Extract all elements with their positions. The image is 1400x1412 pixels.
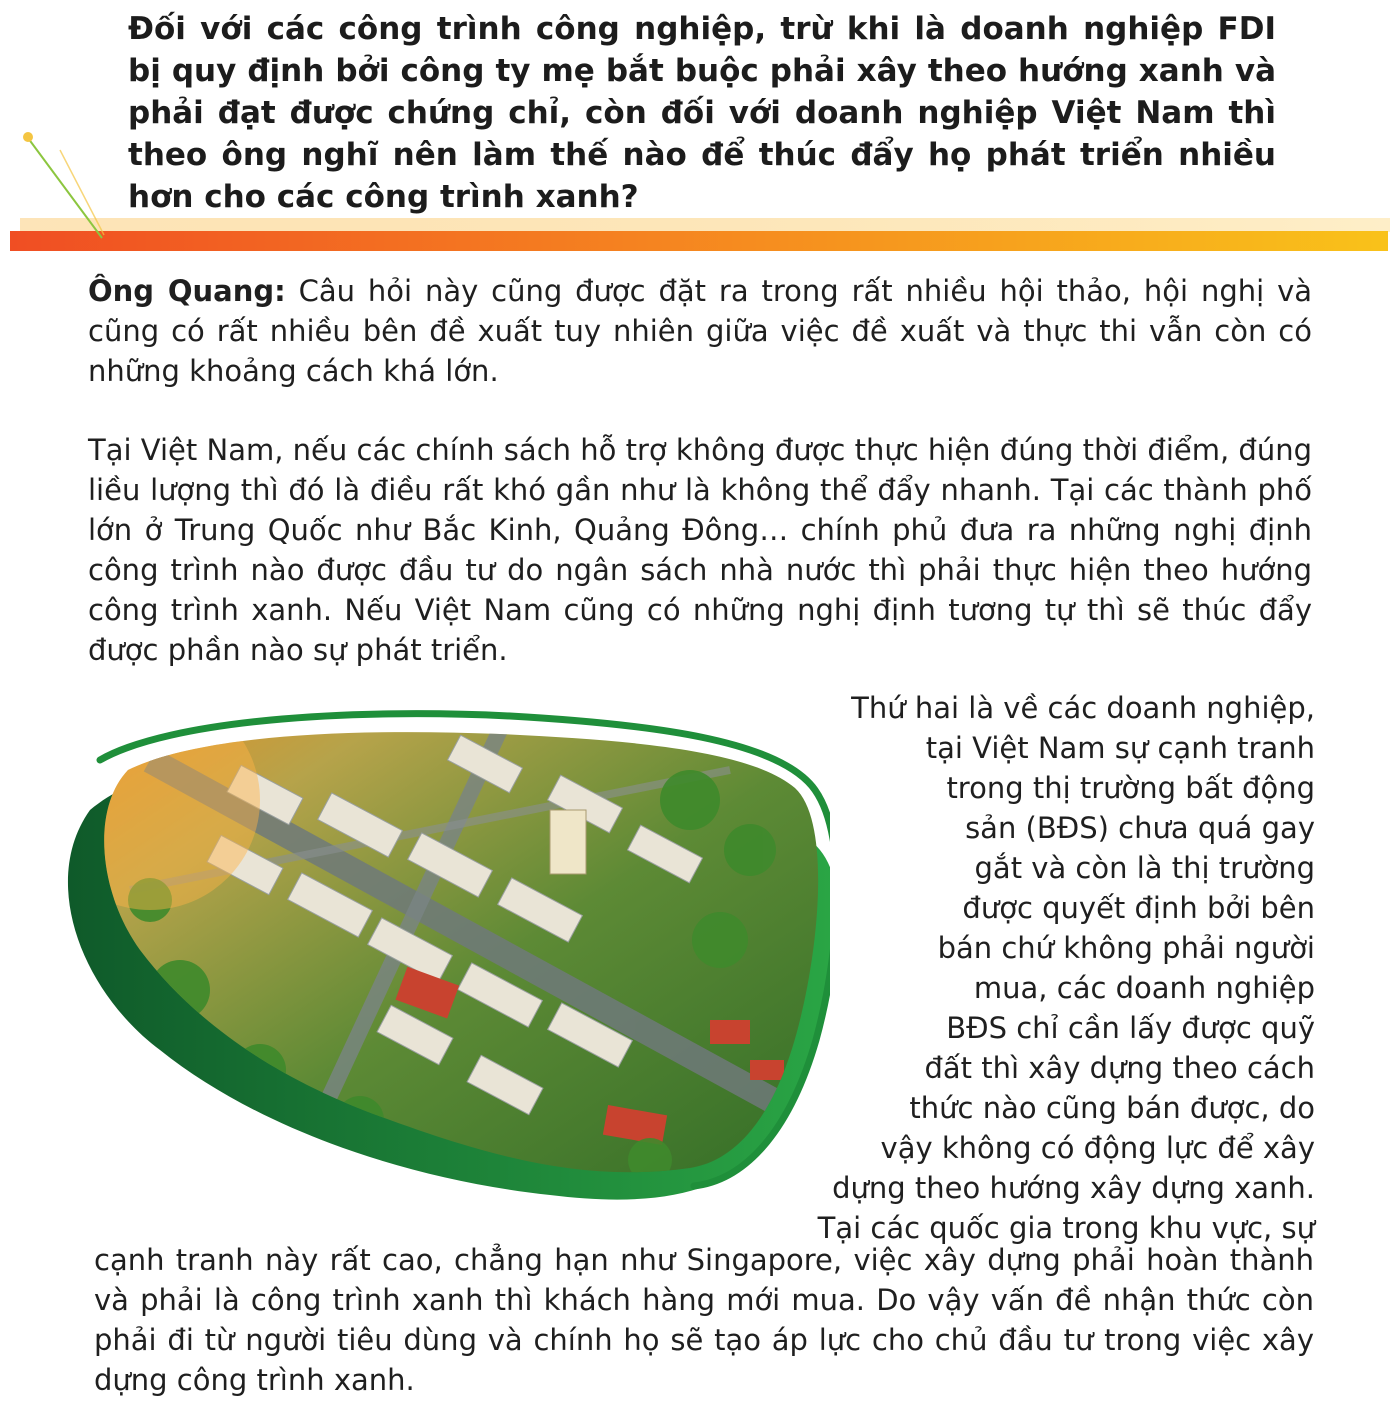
wrapped-line: BĐS chỉ cần lấy được quỹ bbox=[946, 1011, 1315, 1045]
wrapped-line: đất thì xây dựng theo cách bbox=[924, 1051, 1315, 1085]
wrapped-line: thức nào cũng bán được, do bbox=[909, 1091, 1315, 1125]
answer-intro-text: Câu hỏi này cũng được đặt ra trong rất nhiều hội thảo, hội nghị và cũng có rất nhiều bên đề xuất tuy nhiên giữa việc đề xuất và thực thi vẫn còn có những khoảng cách khá lớn. bbox=[88, 274, 1312, 388]
speaker-label: Ông Quang: bbox=[88, 274, 286, 308]
answer-paragraph-3-wrapped bbox=[765, 688, 1315, 1248]
accent-line bbox=[28, 138, 102, 238]
answer-paragraph-2: Tại Việt Nam, nếu các chính sách hỗ trợ không được thực hiện đúng thời điểm, đúng liều lượng thì đó là điều rất khó gần như là không thể đẩy nhanh. Tại các thành phố lớn ở Trung Quốc như Bắc Kinh, Quảng Đông… chính phủ đưa ra những nghị định công trình nào được đầu tư do ngân sách nhà nước thì phải thực hiện theo hướng công trình xanh. Nếu Việt Nam cũng có những nghị định tương tự thì sẽ thúc đẩy được phần nào sự phát triển. bbox=[88, 433, 1312, 667]
wrapped-line: sản (BĐS) chưa quá gay bbox=[965, 811, 1315, 845]
urban-development-illustration bbox=[30, 690, 830, 1220]
orange-stripe bbox=[10, 231, 1388, 251]
wrapped-line: gắt và còn là thị trường bbox=[974, 851, 1315, 885]
orange-stripe-highlight bbox=[20, 218, 1390, 232]
answer-intro bbox=[88, 271, 1312, 391]
wrapped-line: Tại các quốc gia trong khu vực, sự bbox=[817, 1211, 1315, 1245]
wrapped-line: mua, các doanh nghiệp bbox=[973, 971, 1315, 1005]
accent-dot bbox=[23, 132, 33, 142]
wrapped-line: bán chứ không phải người bbox=[937, 931, 1315, 965]
central-tower bbox=[550, 810, 586, 874]
wrapped-line: trong thị trường bất động bbox=[946, 771, 1315, 805]
wrapped-line: dựng theo hướng xây dựng xanh. bbox=[832, 1171, 1315, 1205]
accent-line-2 bbox=[60, 150, 104, 235]
wrapped-line: vậy không có động lực để xây bbox=[880, 1131, 1315, 1165]
interview-question: Đối với các công trình công nghiệp, trừ khi là doanh nghiệp FDI bị quy định bởi công ty mẹ bắt buộc phải xây theo hướng xanh và phải đạt được chứng chỉ, còn đối với doanh nghiệp Việt Nam thì theo ông nghĩ nên làm thế nào để thúc đẩy họ phát triển nhiều hơn cho các công trình xanh? bbox=[128, 11, 1276, 215]
wrapped-line: được quyết định bởi bên bbox=[962, 891, 1315, 925]
wrapped-line: Thứ hai là về các doanh nghiệp, bbox=[851, 691, 1315, 725]
answer-paragraph-3-continued: cạnh tranh này rất cao, chẳng hạn như Singapore, việc xây dựng phải hoàn thành và phải là công trình xanh thì khách hàng mới mua. Do vậy vấn đề nhận thức còn phải đi từ người tiêu dùng và chính họ sẽ tạo áp lực cho chủ đầu tư trong việc xây dựng công trình xanh. bbox=[94, 1243, 1314, 1397]
wrapped-line: tại Việt Nam sự cạnh tranh bbox=[925, 731, 1315, 765]
